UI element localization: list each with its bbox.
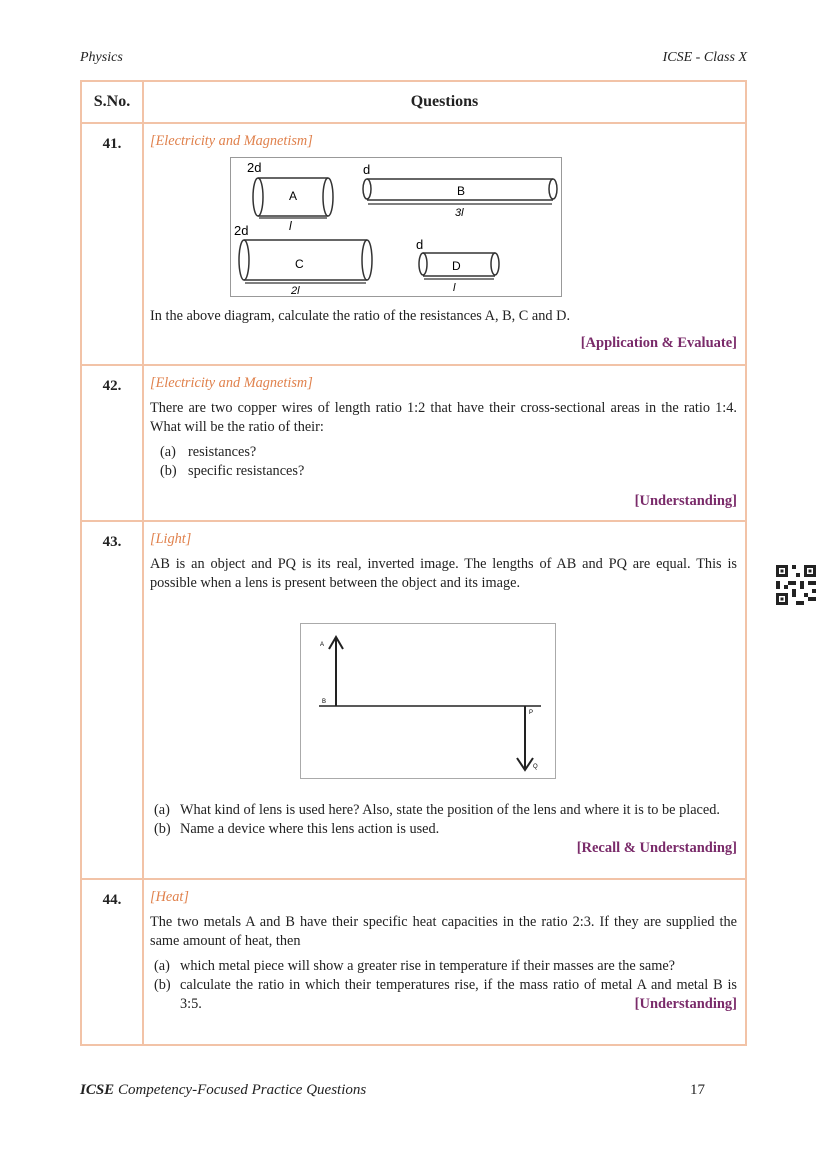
point-b-label: B bbox=[322, 699, 327, 705]
question-row-43 bbox=[81, 521, 746, 879]
subquestion-text: resistances? bbox=[188, 444, 257, 460]
question-text: AB is an object and PQ is its real, inverted image. The lengths of AB and PQ are equal. This is possible when a lens is present between the object and its image. bbox=[150, 556, 737, 591]
qr-code-icon bbox=[776, 565, 816, 605]
question-row-42 bbox=[81, 365, 746, 521]
question-number: 43. bbox=[81, 521, 143, 879]
header-subject: Physics bbox=[80, 50, 123, 65]
question-number: 44. bbox=[81, 879, 143, 1045]
subquestion-label: (a) bbox=[160, 444, 176, 460]
question-topic: [Electricity and Magnetism] bbox=[150, 375, 313, 391]
point-a-label: A bbox=[320, 642, 325, 648]
wire-c-label: C bbox=[295, 257, 304, 271]
subquestion-b bbox=[154, 820, 737, 839]
question-topic: [Electricity and Magnetism] bbox=[150, 133, 313, 149]
point-p-label: P bbox=[529, 710, 534, 716]
wire-b-length: 3l bbox=[455, 207, 464, 219]
question-tag: [Application & Evaluate] bbox=[580, 335, 737, 351]
wire-c-diameter: 2d bbox=[234, 223, 249, 238]
wire-b-diameter: d bbox=[363, 162, 371, 177]
question-row-41 bbox=[81, 123, 746, 365]
subquestion-a bbox=[160, 443, 737, 462]
subquestion-label: (b) bbox=[154, 821, 171, 837]
subquestion-label: (a) bbox=[154, 802, 170, 818]
wires-diagram bbox=[230, 157, 562, 297]
header-class: ICSE - Class X bbox=[662, 50, 747, 65]
question-text: There are two copper wires of length ratio 1:2 that have their cross-sectional areas in the ratio 1:4. What will be the ratio of their: bbox=[150, 400, 737, 435]
question-text: In the above diagram, calculate the ratio of the resistances A, B, C and D. bbox=[150, 308, 571, 324]
question-number: 42. bbox=[81, 365, 143, 521]
questions-header: Questions bbox=[143, 81, 746, 123]
subquestion-a bbox=[154, 957, 737, 976]
wire-c-length: 2l bbox=[291, 285, 300, 296]
subquestion-label: (b) bbox=[154, 977, 171, 993]
question-row-44 bbox=[81, 879, 746, 1045]
subquestion-label: (a) bbox=[154, 958, 170, 974]
question-body bbox=[143, 123, 746, 365]
subquestion-label: (b) bbox=[160, 463, 177, 479]
footer-brand: ICSE bbox=[80, 1082, 115, 1098]
wire-a-diameter: 2d bbox=[247, 160, 262, 175]
table-header-row bbox=[81, 81, 746, 123]
subquestion-text: specific resistances? bbox=[188, 463, 305, 479]
page-number: 17 bbox=[690, 1082, 705, 1098]
footer-title bbox=[80, 1082, 366, 1099]
point-q-label: Q bbox=[533, 764, 538, 770]
question-topic: [Light] bbox=[150, 531, 192, 547]
subquestion-text: Name a device where this lens action is used. bbox=[180, 821, 440, 837]
wire-d-label: D bbox=[452, 259, 461, 273]
subquestion-a bbox=[154, 801, 737, 820]
question-body bbox=[143, 879, 746, 1045]
subquestion-text: which metal piece will show a greater rise in temperature if their masses are the same? bbox=[180, 958, 676, 974]
question-tag: [Understanding] bbox=[634, 996, 737, 1012]
question-tag: [Recall & Understanding] bbox=[576, 840, 737, 856]
wire-a-length: l bbox=[289, 219, 292, 233]
sno-header: S.No. bbox=[81, 81, 143, 123]
footer-title-text: Competency-Focused Practice Questions bbox=[117, 1082, 367, 1098]
question-tag: [Understanding] bbox=[634, 493, 737, 509]
lens-ray-diagram bbox=[300, 623, 556, 779]
wire-d-diameter: d bbox=[416, 237, 424, 252]
subquestion-text: What kind of lens is used here? Also, state the position of the lens and where it is to be placed. bbox=[180, 802, 720, 818]
question-body bbox=[143, 521, 746, 879]
wire-d-length: l bbox=[453, 282, 456, 294]
question-topic: [Heat] bbox=[150, 889, 189, 905]
wire-b-label: B bbox=[457, 184, 466, 198]
question-body bbox=[143, 365, 746, 521]
question-text: The two metals A and B have their specific heat capacities in the ratio 2:3. If they are supplied the same amount of heat, then bbox=[150, 914, 737, 949]
questions-table bbox=[80, 80, 747, 1046]
subquestion-b bbox=[160, 462, 737, 481]
wire-a-label: A bbox=[289, 189, 298, 203]
question-number: 41. bbox=[81, 123, 143, 365]
subquestion-text: calculate the ratio in which their temperatures rise, if the mass ratio of metal A and metal B is 3:5. bbox=[180, 977, 737, 1012]
